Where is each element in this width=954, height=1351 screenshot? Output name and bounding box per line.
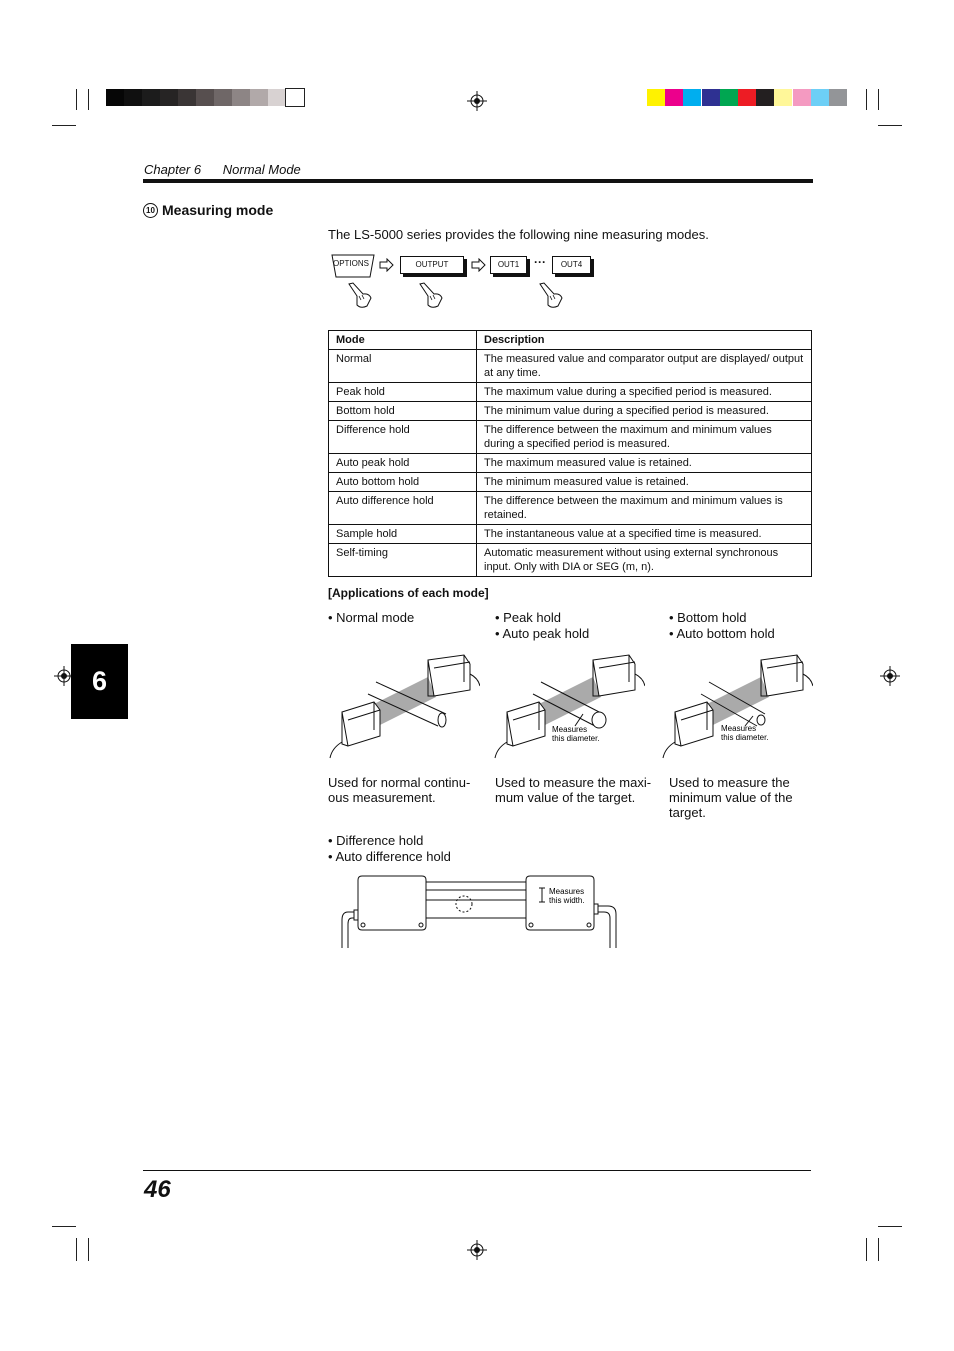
bottom-hold-caption <box>669 775 793 820</box>
mode-cell: Peak hold <box>329 383 477 402</box>
intro-text: The LS-5000 series provides the following nine measuring modes. <box>328 227 709 242</box>
calibration-swatch <box>160 89 178 106</box>
calibration-swatch <box>720 89 738 106</box>
ellipsis: ··· <box>534 255 546 269</box>
calibration-swatch <box>829 89 847 106</box>
mode-cell: Auto peak hold <box>329 454 477 473</box>
auto-difference-hold-bullet: • Auto difference hold <box>328 849 451 864</box>
mode-cell: Auto bottom hold <box>329 473 477 492</box>
caption-line: ous measurement. <box>328 790 436 805</box>
normal-mode-sensor-illustration <box>328 652 480 762</box>
mode-cell: Bottom hold <box>329 402 477 421</box>
options-key-label: OPTIONS <box>333 259 370 268</box>
mode-cell: Sample hold <box>329 525 477 544</box>
chapter-label: Chapter 6 <box>144 162 202 177</box>
registration-target-icon <box>467 1240 487 1260</box>
table-row <box>329 454 812 473</box>
auto-bottom-hold-bullet: • Auto bottom hold <box>669 626 775 641</box>
difference-hold-sensor-illustration <box>338 872 624 952</box>
calibration-swatch <box>774 89 792 106</box>
auto-peak-hold-bullet: • Auto peak hold <box>495 626 590 641</box>
output-key: OUTPUT <box>400 256 464 274</box>
header-description: Description <box>477 331 812 350</box>
arrow-right-icon <box>471 258 487 272</box>
calibration-swatch <box>106 89 124 106</box>
pointing-hand-icon <box>416 281 444 309</box>
description-cell: Automatic measurement without using external synchronous input. Only with DIA or SEG (m, n). <box>477 544 812 577</box>
mode-cell: Auto difference hold <box>329 492 477 525</box>
caption-line: Used to measure the <box>669 775 790 790</box>
calibration-swatch <box>702 89 720 106</box>
bottom-hold-bullet: • Bottom hold <box>669 610 747 625</box>
table-row <box>329 383 812 402</box>
section-title: Measuring mode <box>162 202 274 218</box>
description-cell: The measured value and comparator output are displayed/ output at any time. <box>477 350 812 383</box>
calibration-swatch <box>178 89 196 106</box>
calibration-swatch <box>738 89 756 106</box>
calibration-swatch <box>268 89 286 106</box>
difference-hold-bullet: • Difference hold <box>328 833 424 848</box>
table-row <box>329 350 812 383</box>
header-rule <box>143 179 813 183</box>
caption-line: target. <box>669 805 706 820</box>
mode-cell: Self-timing <box>329 544 477 577</box>
out4-key: OUT4 <box>552 256 591 274</box>
table-row <box>329 473 812 492</box>
peak-hold-bullet: • Peak hold <box>495 610 561 625</box>
peak-hold-sensor-illustration <box>493 652 645 762</box>
peak-hold-caption <box>495 775 651 805</box>
caption-line: minimum value of the <box>669 790 793 805</box>
difference-label-line1: Measures <box>549 887 585 896</box>
calibration-swatch <box>286 89 304 106</box>
calibration-swatch <box>665 89 683 106</box>
registration-target-icon <box>467 91 487 111</box>
pointing-hand-icon <box>345 281 373 309</box>
table-header-row <box>329 331 812 350</box>
table-row <box>329 492 812 525</box>
description-cell: The maximum value during a specified period is measured. <box>477 383 812 402</box>
footer-rule <box>143 1170 811 1171</box>
calibration-swatch <box>232 89 250 106</box>
table-row <box>329 544 812 577</box>
calibration-swatch <box>683 89 701 106</box>
calibration-swatch <box>250 89 268 106</box>
calibration-swatch <box>124 89 142 106</box>
calibration-swatch <box>793 89 811 106</box>
header-mode: Mode <box>329 331 477 350</box>
running-header <box>144 162 301 177</box>
applications-heading: [Applications of each mode] <box>328 586 489 600</box>
calibration-swatch <box>214 89 232 106</box>
measuring-mode-table <box>328 330 812 577</box>
mode-cell: Normal <box>329 350 477 383</box>
calibration-swatch <box>196 89 214 106</box>
table-row <box>329 402 812 421</box>
peak-label-line2: this diameter. <box>552 734 600 743</box>
table-row <box>329 525 812 544</box>
mode-cell: Difference hold <box>329 421 477 454</box>
peak-label-line1: Measures <box>552 725 588 734</box>
difference-label-line2: this width. <box>549 896 585 905</box>
description-cell: The difference between the maximum and minimum values is retained. <box>477 492 812 525</box>
table-row <box>329 421 812 454</box>
normal-mode-bullet: • Normal mode <box>328 610 415 625</box>
arrow-right-icon <box>379 258 395 272</box>
chapter-title: Normal Mode <box>222 162 301 177</box>
caption-line: mum value of the target. <box>495 790 636 805</box>
chapter-tab: 6 <box>71 644 128 719</box>
description-cell: The minimum measured value is retained. <box>477 473 812 492</box>
registration-target-icon <box>880 666 900 686</box>
caption-line: Used to measure the maxi- <box>495 775 652 790</box>
description-cell: The instantaneous value at a specified time is measured. <box>477 525 812 544</box>
section-number: 10 <box>143 203 158 218</box>
section-heading <box>143 202 273 218</box>
calibration-swatch <box>811 89 829 106</box>
caption-line: Used for normal continu- <box>328 775 471 790</box>
description-cell: The maximum measured value is retained. <box>477 454 812 473</box>
normal-mode-caption <box>328 775 470 805</box>
calibration-swatch <box>142 89 160 106</box>
bottom-label-line2: this diameter. <box>721 733 769 742</box>
description-cell: The difference between the maximum and minimum values during a specified period is measured. <box>477 421 812 454</box>
bottom-hold-sensor-illustration <box>661 652 813 762</box>
pointing-hand-icon <box>536 281 564 309</box>
bottom-label-line1: Measures <box>721 724 757 733</box>
description-cell: The minimum value during a specified period is measured. <box>477 402 812 421</box>
calibration-swatch <box>647 89 665 106</box>
calibration-swatch <box>756 89 774 106</box>
out1-key: OUT1 <box>490 256 527 274</box>
page-number: 46 <box>144 1176 171 1203</box>
